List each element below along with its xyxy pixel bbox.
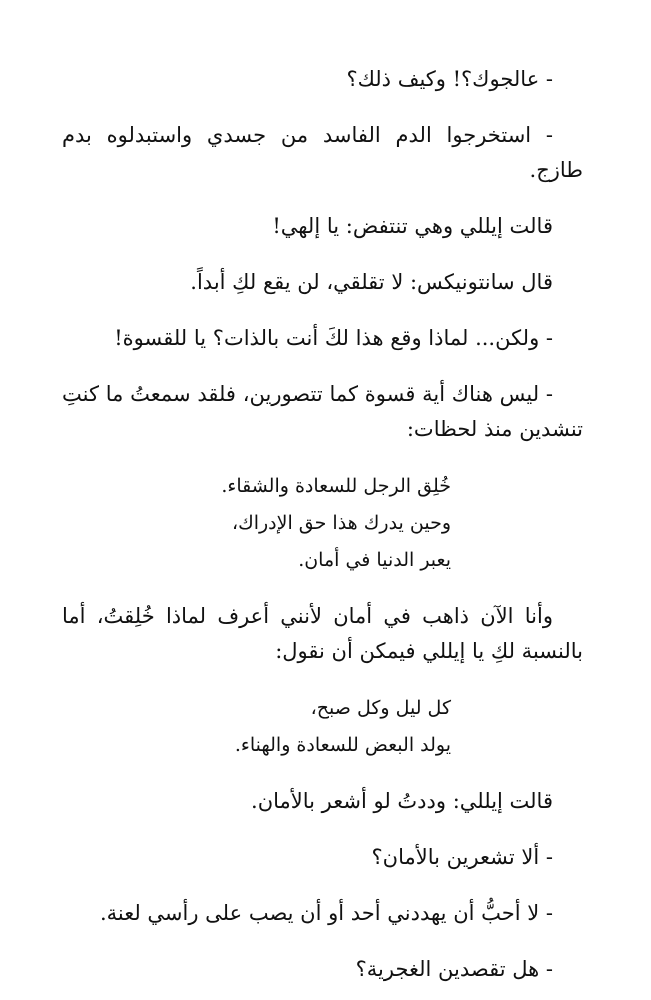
verse-block bbox=[62, 690, 583, 764]
narration-paragraph: وأنا الآن ذاهب في أمان لأنني أعرف لماذا خُلِقتُ، أما بالنسبة لكِ يا إيللي فيمكن أن نقول: bbox=[62, 604, 583, 663]
dialogue-line: - عالجوك؟! وكيف ذلك؟ bbox=[346, 67, 553, 91]
dialogue-line: - هل تقصدين الغجرية؟ bbox=[355, 957, 553, 981]
narration-line: قالت إيللي وهي تنتفض: يا إلهي! bbox=[272, 214, 553, 238]
verse-line: وحين يدرك هذا حق الإدراك، bbox=[231, 512, 451, 534]
verse-line: يعبر الدنيا في أمان. bbox=[298, 549, 451, 571]
verse-line: يولد البعض للسعادة والهناء. bbox=[234, 734, 451, 756]
verse-block bbox=[62, 468, 583, 579]
dialogue-line: - ألا تشعرين بالأمان؟ bbox=[371, 845, 553, 869]
verse-line: خُلِق الرجل للسعادة والشقاء. bbox=[221, 475, 451, 497]
dialogue-line: - لا أحبُّ أن يهددني أحد أو أن يصب على رأسي لعنة. bbox=[99, 901, 553, 925]
dialogue-line: - ولكن... لماذا وقع هذا لكَ أنت بالذات؟ يا للقسوة! bbox=[114, 326, 553, 350]
dialogue-line: - ليس هناك أية قسوة كما تتصورين، فلقد سمعتُ ما كنتِ تنشدين منذ لحظات: bbox=[62, 382, 583, 441]
verse-line: كل ليل وكل صبح، bbox=[310, 697, 451, 719]
narration-line: قال سانتونيكس: لا تقلقي، لن يقع لكِ أبداً. bbox=[190, 270, 553, 294]
dialogue-line: - استخرجوا الدم الفاسد من جسدي واستبدلوه بدم طازج. bbox=[62, 123, 583, 182]
narration-line: قالت إيللي: وددتُ لو أشعر بالأمان. bbox=[251, 789, 553, 813]
